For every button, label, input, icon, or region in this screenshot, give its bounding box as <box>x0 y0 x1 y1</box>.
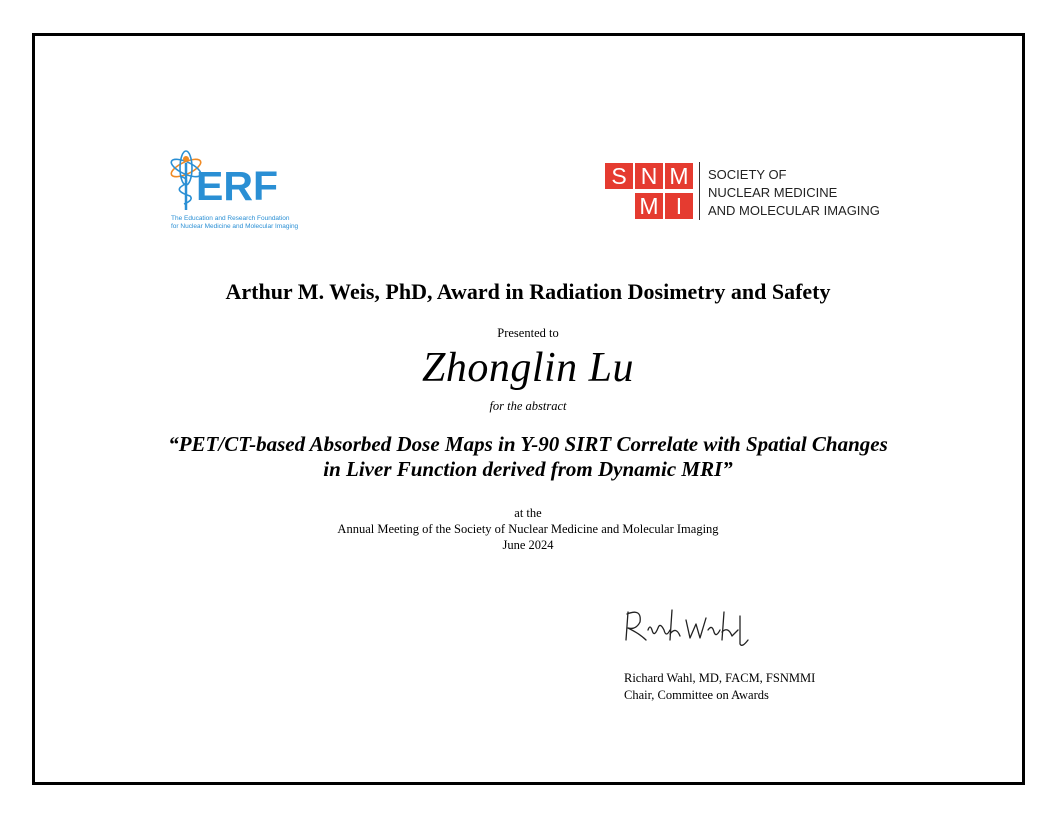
abstract-title-line-1: “PET/CT-based Absorbed Dose Maps in Y-90 SIRT Correlate with Spatial Changes <box>168 432 888 456</box>
snmmi-letter-m1: M <box>665 163 693 189</box>
snmmi-line-1: SOCIETY OF <box>708 167 787 182</box>
presented-to-label: Presented to <box>497 326 559 340</box>
recipient-name: Zhonglin Lu <box>421 345 635 391</box>
snmmi-letter-s: S <box>605 163 633 189</box>
for-abstract-label: for the abstract <box>489 399 567 413</box>
erf-logo-acronym: ERF <box>196 163 278 209</box>
award-title: Arthur M. Weis, PhD, Award in Radiation Dosimetry and Safety <box>225 279 831 304</box>
snmmi-letter-i: I <box>665 193 693 219</box>
handwritten-signature <box>620 600 760 658</box>
signatory-title: Chair, Committee on Awards <box>624 688 769 702</box>
signatory-block <box>624 670 815 704</box>
abstract-title <box>0 432 1056 482</box>
erf-subtitle-line-2: for Nuclear Medicine and Molecular Imaging <box>171 223 299 230</box>
snmmi-letter-m2: M <box>635 193 663 219</box>
meeting-name: Annual Meeting of the Society of Nuclear Medicine and Molecular Imaging <box>337 522 719 536</box>
meeting-info <box>0 505 1056 553</box>
snmmi-logo-divider <box>699 162 700 220</box>
meeting-date: June 2024 <box>502 538 554 552</box>
at-the-label: at the <box>514 506 542 520</box>
snmmi-line-2: NUCLEAR MEDICINE <box>708 185 838 200</box>
snmmi-logo-text <box>708 166 880 220</box>
erf-logo-subtitle <box>171 215 311 231</box>
snmmi-line-3: AND MOLECULAR IMAGING <box>708 203 880 218</box>
signatory-name: Richard Wahl, MD, FACM, FSNMMI <box>624 671 816 685</box>
snmmi-letter-n: N <box>635 163 663 189</box>
erf-subtitle-line-1: The Education and Research Foundation <box>171 215 290 222</box>
abstract-title-line-2: in Liver Function derived from Dynamic MRI” <box>323 457 733 481</box>
